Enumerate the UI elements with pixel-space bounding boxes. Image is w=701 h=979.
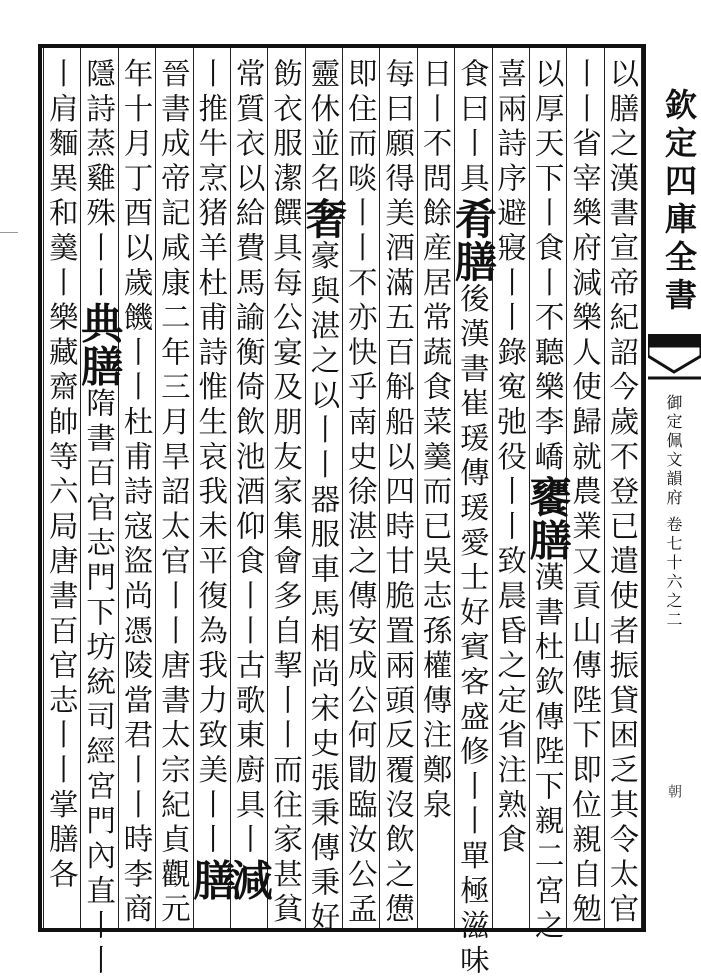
text-column bbox=[417, 58, 453, 824]
text-column bbox=[299, 58, 349, 937]
column-text: 隋書百官志門下坊統司經宮門內直丨丨 bbox=[82, 387, 117, 979]
column-text: 常質衣以給費馬諭衡倚飲池酒仰食丨丨古歌東廚具丨 bbox=[231, 58, 266, 859]
entry-heading: 典膳 bbox=[75, 301, 125, 388]
column-text: 丨丨省宰樂府減樂人使歸就農業又貢山傳陛下即位親自勉 bbox=[567, 58, 602, 928]
column-rule bbox=[641, 48, 642, 928]
column-text: 年十月丁酉以歲饑丨丨杜甫詩寇盜尚憑陵當君丨丨時李商 bbox=[119, 58, 154, 928]
text-column bbox=[44, 58, 80, 893]
column-text: 飭衣服潔饌具每公宴及朋友家集會多自挈丨丨而往家甚貧 bbox=[268, 58, 303, 928]
text-column bbox=[187, 58, 237, 902]
book-title: 欽定四庫全書 bbox=[660, 88, 698, 316]
entry-heading: 膳 bbox=[187, 858, 237, 902]
text-column bbox=[604, 58, 640, 928]
text-column bbox=[492, 58, 528, 858]
entry-heading: 饔膳 bbox=[523, 475, 573, 562]
column-text: 即住而啖丨丨不亦快乎南史徐湛之傳安成公何勖臨汝公孟 bbox=[343, 58, 378, 928]
column-text: 隱詩蒸雞殊丨丨 bbox=[82, 58, 117, 302]
text-column bbox=[224, 58, 274, 902]
entry-heading: 減 bbox=[224, 858, 274, 902]
column-text: 以膳之漢書宣帝紀詔今歲不登已遣使者振貸困乏其令太官 bbox=[605, 58, 640, 928]
text-column bbox=[380, 58, 416, 928]
text-column bbox=[448, 58, 498, 979]
column-text: 丨肩麵異和羹丨 bbox=[44, 58, 79, 302]
column-text: 後漢書崔瑗傳瑗愛士好賓客盛修丨丨單極滋味 bbox=[455, 283, 490, 979]
column-text: 喜兩詩序避寢丨丨錄寃弛役丨丨致晨昏之定省注熟食 bbox=[493, 58, 528, 859]
column-text: 每曰願得美酒滿五百斛船以四時甘脆置兩頭反覆沒飲之憊 bbox=[381, 58, 416, 928]
column-text: 豪與湛之以丨丨器服車馬相尚宋史張秉傳秉好 bbox=[306, 240, 341, 937]
text-column bbox=[75, 58, 125, 979]
column-text: 日丨不問餘産居常蔬食菜羹而已吳志孫權傳注鄭泉 bbox=[418, 58, 453, 824]
page-marker: 朝 bbox=[666, 784, 682, 798]
fish-tail-icon bbox=[648, 334, 701, 384]
text-column bbox=[523, 58, 573, 945]
entry-heading: 奢 bbox=[299, 197, 349, 241]
column-text: 丨推牛烹猪羊杜甫詩惟生哀我未平復為我力致美丨丨 bbox=[194, 58, 229, 859]
column-text: 靈休並名 bbox=[306, 58, 341, 198]
column-text: 漢書杜欽傳陛下親二宮之 bbox=[530, 561, 565, 945]
page-margin bbox=[648, 44, 701, 932]
column-text: 以厚天下丨食丨不聽樂李嶠 bbox=[530, 58, 565, 476]
text-column bbox=[268, 58, 304, 928]
column-text: 晉書成帝記咸康二年三月旱詔太官丨丨唐書太宗紀貞觀元 bbox=[156, 58, 191, 928]
column-text: 食曰丨具 bbox=[455, 58, 490, 198]
edge-line bbox=[0, 232, 18, 233]
text-column bbox=[156, 58, 192, 928]
entry-heading: 肴膳 bbox=[448, 197, 498, 284]
volume-info: 御定佩文韻府 卷七十六之二 bbox=[664, 394, 683, 631]
text-column bbox=[343, 58, 379, 928]
column-text: 樂藏齋帥等六局唐書百官志丨丨掌膳各 bbox=[44, 301, 79, 894]
text-column bbox=[118, 58, 154, 928]
